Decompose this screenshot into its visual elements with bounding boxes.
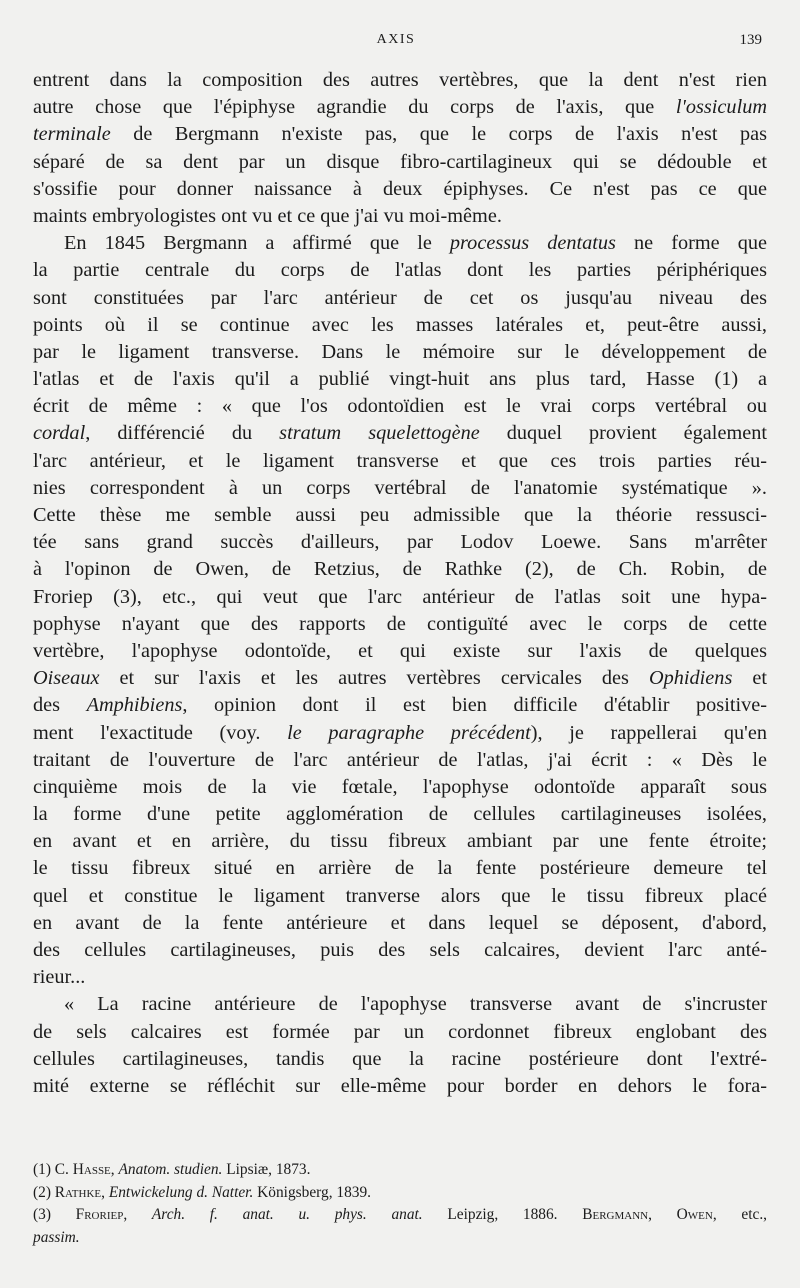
text-line: cinquième mois de la vie fœtale, l'apophyse odontoïde apparaît sous xyxy=(33,775,767,798)
footnote-3: (3) Froriep, Arch. f. anat. u. phys. anat. Leipzig, 1886. Bergmann, Owen, etc., xyxy=(33,1206,768,1224)
text-line: sont constituées par l'arc antérieur de cet os jusqu'au niveau des xyxy=(33,286,767,309)
text-line: en avant et en arrière, du tissu fibreux ambiant par une fente étroite; xyxy=(33,830,767,853)
text-line: cellules cartilagineuses, tandis que la racine postérieure dont l'extré- xyxy=(33,1047,767,1070)
text-line: des cellules cartilagineuses, puis des sels calcaires, devient l'arc anté- xyxy=(33,939,767,961)
text-line: entrent dans la composition des autres vertèbres, que la dent n'est rien xyxy=(33,69,767,91)
text-line: l'atlas et de l'axis qu'il a publié vingt-huit ans plus tard, Hasse (1) a xyxy=(33,368,767,391)
text-line: la partie centrale du corps de l'atlas dont les parties périphériques xyxy=(33,259,767,282)
running-title: AXIS xyxy=(376,32,416,47)
text-line: le tissu fibreux situé en arrière de la fente postérieure demeure tel xyxy=(33,857,767,880)
text-line: points où il se continue avec les masses latérales et, peut-être aussi, xyxy=(33,313,767,336)
footnote-3-continuation: passim. xyxy=(33,1228,80,1246)
text-line: Cette thèse me semble aussi peu admissible que la théorie ressusci- xyxy=(33,504,767,526)
footnote-1: (1) C. Hasse, Anatom. studien. Lipsiæ, 1873. xyxy=(33,1161,311,1178)
text-line: rieur... xyxy=(33,966,86,989)
text-line: vertèbre, l'apophyse odontoïde, et qui existe sur l'axis de quelques xyxy=(33,639,767,662)
text-line: l'arc antérieur, et le ligament transverse et que ces trois parties réu- xyxy=(33,449,767,472)
text-line: Froriep (3), etc., qui veut que l'arc antérieur de l'atlas soit une hypa- xyxy=(33,585,767,608)
text-line: en avant de la fente antérieure et dans lequel se déposent, d'abord, xyxy=(33,911,767,934)
text-line: la forme d'une petite agglomération de cellules cartilagineuses isolées, xyxy=(33,803,767,826)
page-number: 139 xyxy=(739,32,762,48)
text-line: autre chose que l'épiphyse agrandie du corps de l'axis, que l'ossiculum xyxy=(33,96,767,119)
text-line: terminale de Bergmann n'existe pas, que le corps de l'axis n'est pas xyxy=(33,123,767,146)
body-text xyxy=(33,67,767,1100)
text-line: ment l'exactitude (voy. le paragraphe précédent), je rappellerai qu'en xyxy=(33,721,767,744)
footnote-2: (2) Rathke, Entwickelung d. Natter. Königsberg, 1839. xyxy=(33,1183,372,1201)
text-line: des Amphibiens, opinion dont il est bien difficile d'établir positive- xyxy=(33,694,767,717)
text-line: « La racine antérieure de l'apophyse transverse avant de s'incruster xyxy=(64,993,767,1016)
footnotes xyxy=(33,1159,767,1249)
text-line: En 1845 Bergmann a affirmé que le processus dentatus ne forme que xyxy=(64,232,768,255)
text-line: pophyse n'ayant que des rapports de contiguïté avec le corps de cette xyxy=(33,612,767,635)
text-line: s'ossifie pour donner naissance à deux épiphyses. Ce n'est pas ce que xyxy=(33,177,767,200)
text-line: écrit de même : « que l'os odontoïdien est le vrai corps vertébral ou xyxy=(33,395,767,418)
text-line: séparé de sa dent par un disque fibro-cartilagineux qui se dédouble et xyxy=(33,150,767,173)
text-line: quel et constitue le ligament tranverse alors que le tissu fibreux placé xyxy=(33,884,767,907)
text-line: à l'opinon de Owen, de Retzius, de Rathke (2), de Ch. Robin, de xyxy=(33,558,767,581)
text-line: nies correspondent à un corps vertébral de l'anatomie systématique ». xyxy=(33,476,767,499)
text-line: mité externe se réfléchit sur elle-même pour border en dehors le fora- xyxy=(33,1074,767,1097)
text-line: cordal, différencié du stratum squelettogène duquel provient également xyxy=(33,422,767,445)
page-header xyxy=(30,32,762,52)
text-line: par le ligament transverse. Dans le mémoire sur le développement de xyxy=(33,340,767,363)
text-line: traitant de l'ouverture de l'arc antérieur de l'atlas, j'ai écrit : « Dès le xyxy=(33,748,767,771)
text-line: tée sans grand succès d'ailleurs, par Lodov Loewe. Sans m'arrêter xyxy=(33,531,767,554)
text-line: Oiseaux et sur l'axis et les autres vertèbres cervicales des Ophidiens et xyxy=(33,667,767,690)
text-line: maints embryologistes ont vu et ce que j'ai vu moi-même. xyxy=(33,204,502,227)
text-line: de sels calcaires est formée par un cordonnet fibreux englobant des xyxy=(33,1020,767,1043)
